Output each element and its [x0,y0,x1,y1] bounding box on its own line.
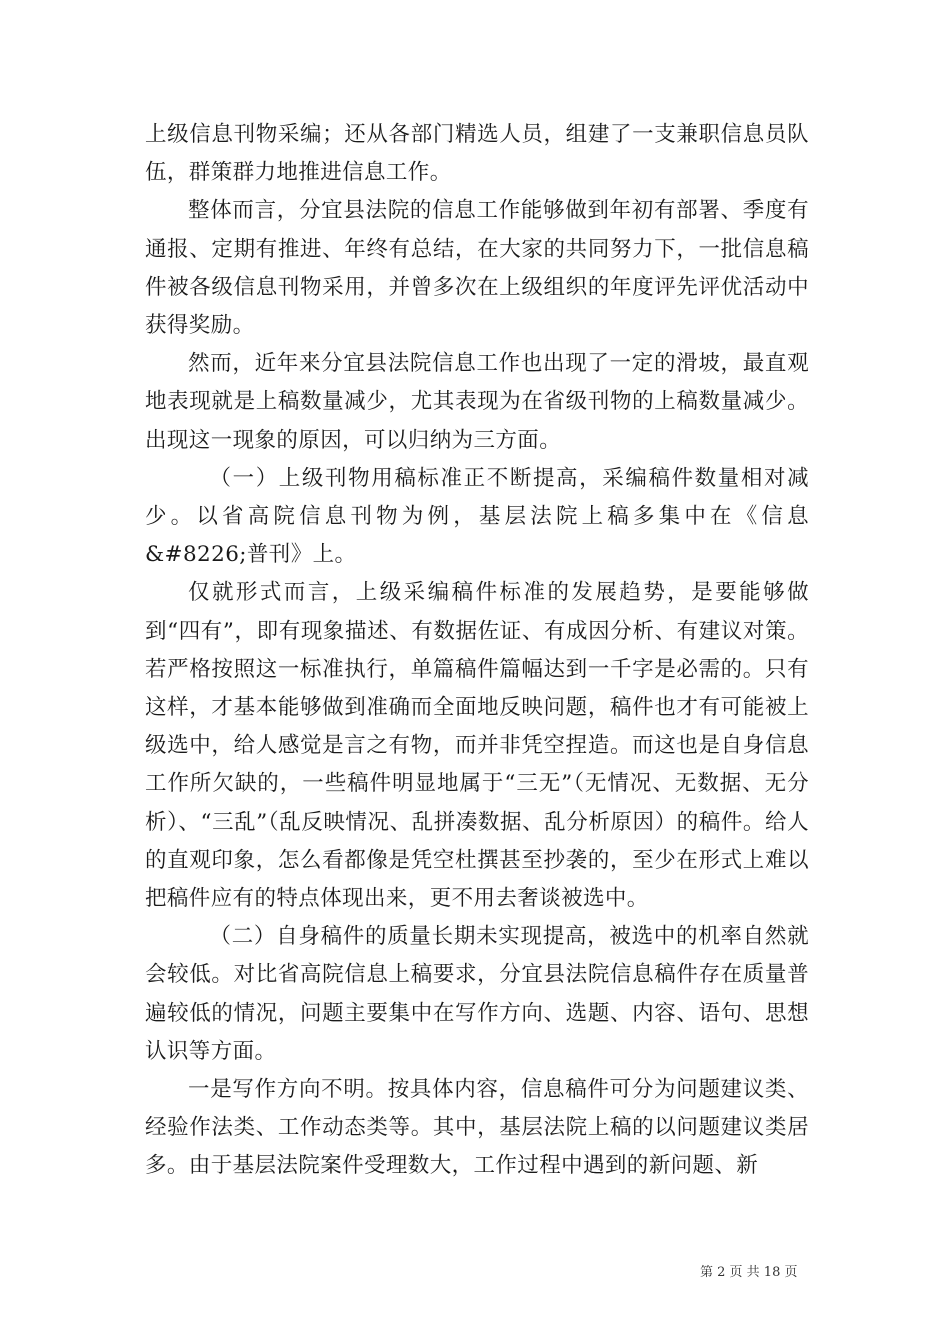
paragraph-2: 整体而言，分宜县法院的信息工作能够做到年初有部署、季度有通报、定期有推进、年终有总结，在大家的共同努力下，一批信息稿件被各级信息刊物采用，并曾多次在上级组织的年度评先评优活动中获得奖励。 [145,198,809,339]
paragraph-5: 一是写作方向不明。按具体内容，信息稿件可分为问题建议类、经验作法类、工作动态类等。其中，基层法院上稿的以问题建议类居多。由于基层法院案件受理数大，工作过程中遇到的新问题、新 [145,1077,809,1179]
document-body [145,116,809,1186]
page-number-footer: 第 2 页 共 18 页 [700,1265,798,1280]
section-heading-1: （一）上级刊物用稿标准正不断提高，采编稿件数量相对减少。以省高院信息刊物为例，基层法院上稿多集中在《信息&#8226;普刊》上。 [145,465,809,568]
section-heading-2: （二）自身稿件的质量长期未实现提高，被选中的机率自然就会较低。对比省高院信息上稿要求，分宜县法院信息稿件存在质量普遍较低的情况，问题主要集中在写作方向、选题、内容、语句、思想认识等方面。 [145,924,809,1064]
paragraph-4: 仅就形式而言，上级采编稿件标准的发展趋势，是要能够做到“四有”，即有现象描述、有数据佐证、有成因分析、有建议对策。若严格按照这一标准执行，单篇稿件篇幅达到一千字是必需的。只有这样，才基本能够做到准确而全面地反映问题，稿件也才有可能被上级选中，给人感觉是言之有物，而并非凭空捏造。而这也是自身信息工作所欠缺的，一些稿件明显地属于“三无”（无情况、无数据、无分析）、“三乱”（乱反映情况、乱拼凑数据、乱分析原因）的稿件。给人的直观印象，怎么看都像是凭空杜撰甚至抄袭的，至少在形式上难以把稿件应有的特点体现出来，更不用去奢谈被选中。 [145,580,809,912]
paragraph-3: 然而，近年来分宜县法院信息工作也出现了一定的滑坡，最直观地表现就是上稿数量减少，尤其表现为在省级刊物的上稿数量减少。出现这一现象的原因，可以归纳为三方面。 [145,351,809,453]
paragraph-1: 上级信息刊物采编；还从各部门精选人员，组建了一支兼职信息员队伍，群策群力地推进信息工作。 [145,122,809,186]
